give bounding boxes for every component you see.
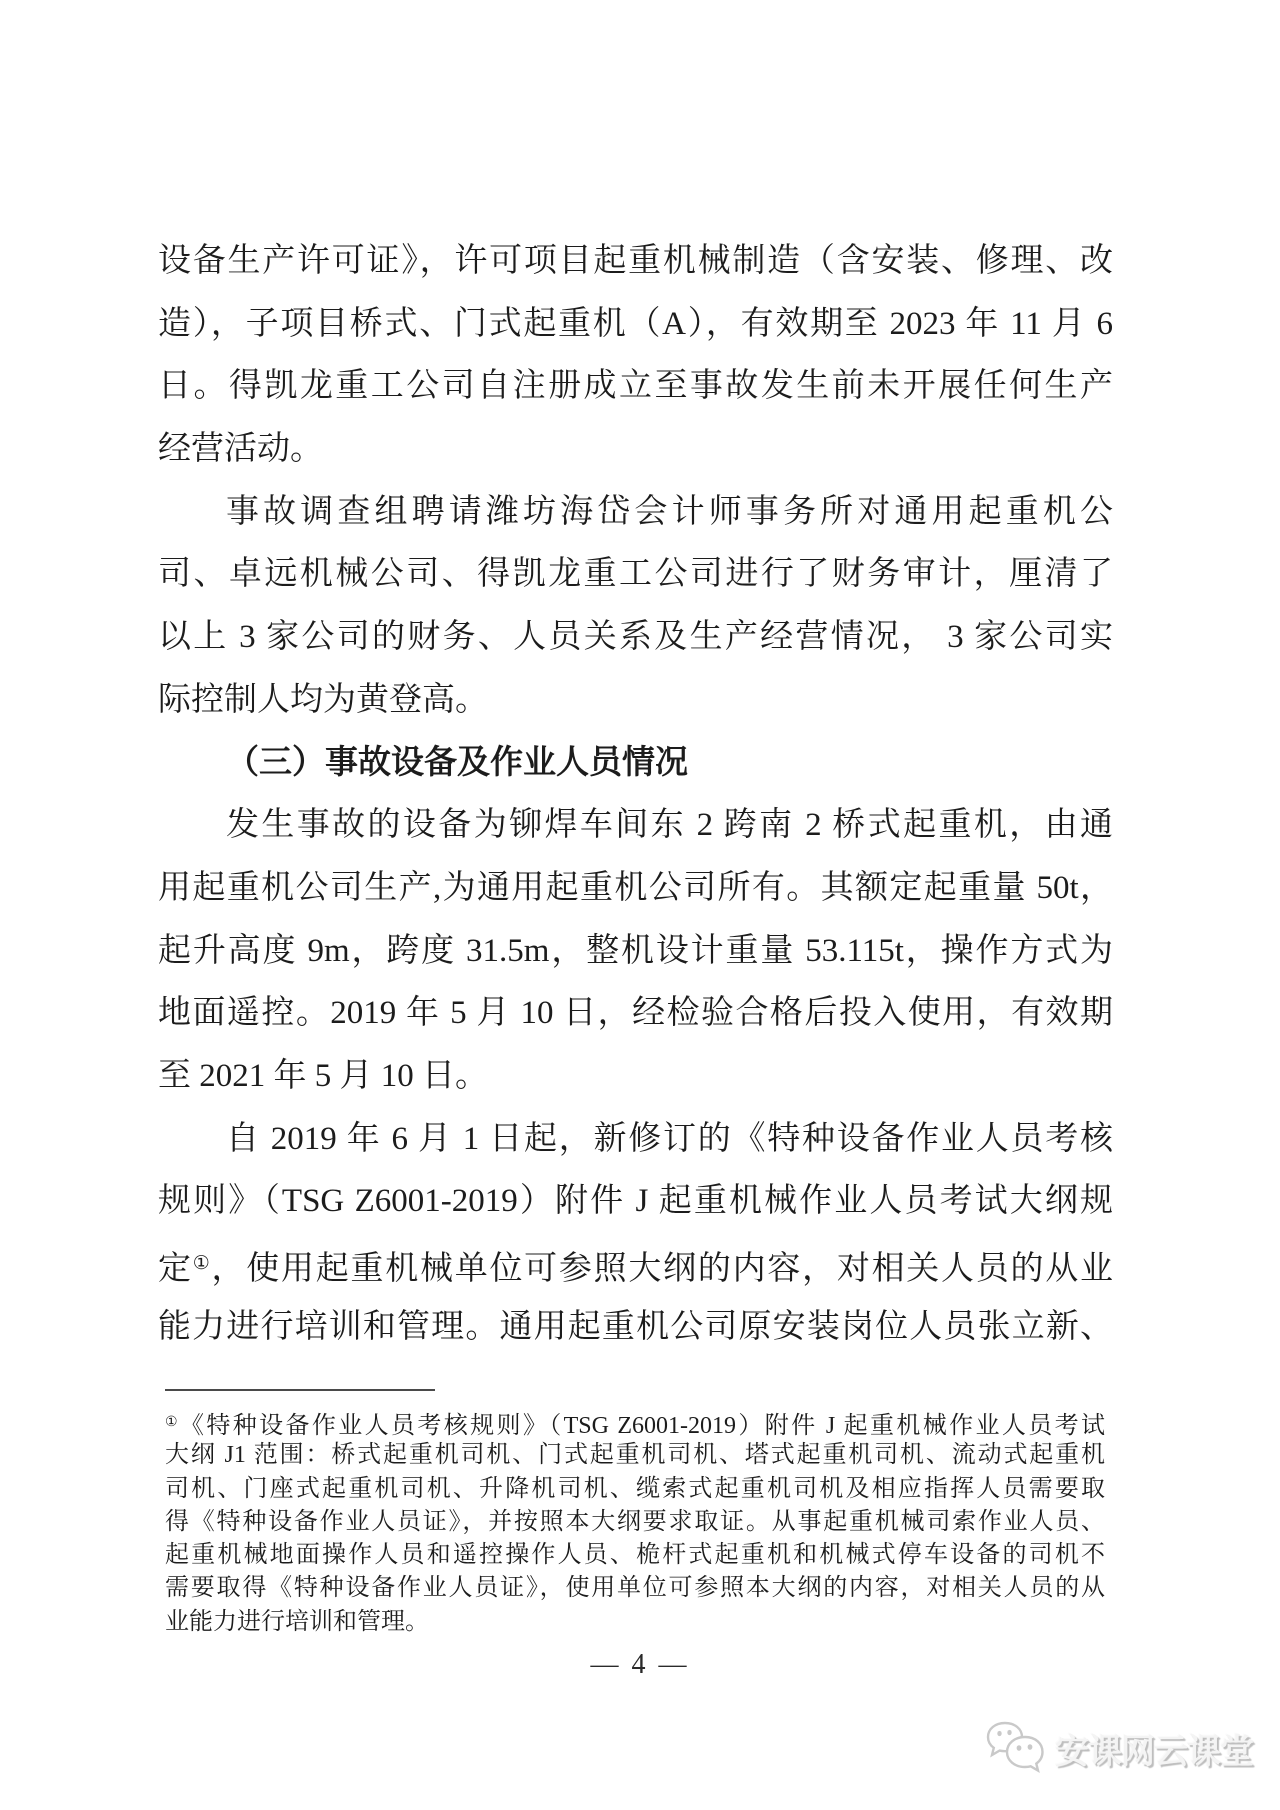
body-line: 地面遥控。2019 年 5 月 10 日，经检验合格后投入使用，有效期 — [158, 995, 1113, 1032]
watermark — [983, 1716, 1253, 1780]
footnote-line: 得《特种设备作业人员证》，并按照本大纲要求取证。从事起重机械司索作业人员、 — [165, 1508, 1105, 1535]
body-line: 发生事故的设备为铆焊车间东 2 跨南 2 桥式起重机，由通 — [226, 807, 1113, 844]
footnote-marker: ① — [165, 1415, 180, 1430]
footnote-line: 业能力进行培训和管理。 — [165, 1608, 429, 1635]
body-line: 司、卓远机械公司、得凯龙重工公司进行了财务审计，厘清了 — [158, 556, 1113, 593]
body-line: 用起重机公司生产,为通用起重机公司所有。其额定起重量 50t， — [158, 869, 1113, 906]
body-line-text: 定 — [158, 1251, 193, 1287]
body-line: 至 2021 年 5 月 10 日。 — [158, 1057, 488, 1094]
section-heading: （三）事故设备及作业人员情况 — [226, 744, 688, 781]
footnote-reference-mark: ① — [192, 1253, 212, 1274]
footnote-line: 需要取得《特种设备作业人员证》，使用单位可参照本大纲的内容，对相关人员的从 — [165, 1575, 1105, 1602]
watermark-text: 安课网云课堂 — [1055, 1732, 1253, 1771]
footnote-line: 司机、门座式起重机司机、升降机司机、缆索式起重机司机及相应指挥人员需要取 — [165, 1475, 1105, 1502]
footnote-line: 大纲 J1 范围：桥式起重机司机、门式起重机司机、塔式起重机司机、流动式起重机 — [165, 1442, 1105, 1469]
body-line-text: ，使用起重机械单位可参照大纲的内容，对相关人员的从业 — [211, 1251, 1113, 1287]
footnote-line: 起重机械地面操作人员和遥控操作人员、桅杆式起重机和机械式停车设备的司机不 — [165, 1542, 1105, 1569]
body-line: 造），子项目桥式、门式起重机（A），有效期至 2023 年 11 月 6 — [158, 305, 1113, 342]
body-line: 规则》（TSG Z6001-2019）附件 J 起重机械作业人员考试大纲规 — [158, 1183, 1113, 1220]
body-line — [158, 1233, 1113, 1296]
body-line: 能力进行培训和管理。通用起重机公司原安装岗位人员张立新、 — [158, 1308, 1113, 1345]
body-line: 自 2019 年 6 月 1 日起，新修订的《特种设备作业人员考核 — [226, 1120, 1113, 1157]
body-line: 事故调查组聘请潍坊海岱会计师事务所对通用起重机公 — [226, 493, 1113, 530]
body-line: 际控制人均为黄登高。 — [158, 681, 488, 718]
chat-bubbles-icon — [983, 1717, 1049, 1779]
page-number: — 4 — — [590, 1649, 690, 1680]
footnote-separator — [165, 1389, 435, 1391]
body-line: 起升高度 9m，跨度 31.5m，整机设计重量 53.115t，操作方式为 — [158, 932, 1113, 969]
body-line: 经营活动。 — [158, 431, 323, 468]
body-line: 以上 3 家公司的财务、人员关系及生产经营情况， 3 家公司实 — [158, 619, 1113, 656]
footnote — [165, 1406, 1105, 1639]
body-line: 日。得凯龙重工公司自注册成立至事故发生前未开展任何生产 — [158, 368, 1113, 405]
footnote-line — [165, 1406, 1105, 1439]
document-body — [158, 230, 1113, 1358]
footnote-text: 《特种设备作业人员考核规则》（TSG Z6001-2019）附件 J 起重机械作业人员考试 — [179, 1413, 1105, 1439]
body-line: 设备生产许可证》，许可项目起重机械制造（含安装、修理、改 — [158, 243, 1113, 279]
